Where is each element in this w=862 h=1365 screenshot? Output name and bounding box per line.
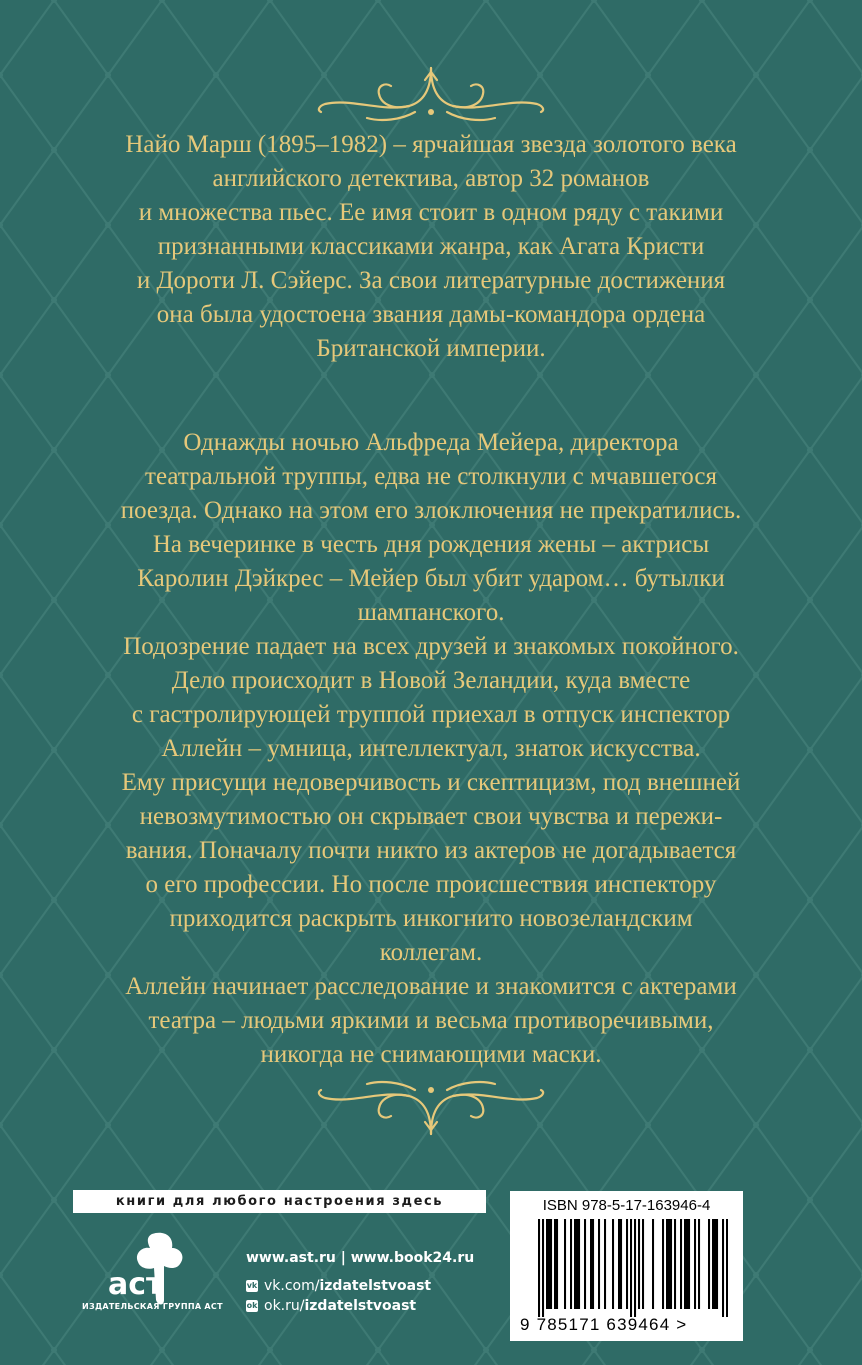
publisher-links xyxy=(246,1248,474,1316)
barcode-bar xyxy=(674,1219,676,1309)
barcode-bar xyxy=(726,1219,728,1317)
barcode-bar xyxy=(618,1219,620,1309)
barcode-bar xyxy=(716,1219,718,1309)
synopsis-line: театра – людьми яркими и весьма противоречивыми, xyxy=(148,1007,714,1034)
bio-line: признанными классиками жанра, как Агата Кристи xyxy=(157,233,705,260)
barcode-bar xyxy=(652,1219,654,1309)
synopsis-line: Дело происходит в Новой Зеландии, куда вместе xyxy=(171,667,691,694)
synopsis-line: невозмутимостью он скрывает свои чувства и пережи- xyxy=(139,803,723,830)
barcode-bar xyxy=(590,1219,592,1309)
barcode-bar xyxy=(564,1219,566,1309)
synopsis-line: Каролин Дэйкрес – Мейер был убит ударом… бутылки xyxy=(137,565,725,592)
ok-prefix: ok.ru/ xyxy=(264,1298,305,1314)
barcode-bar xyxy=(604,1219,606,1309)
synopsis-line: театральной труппы, едва не столкнули с мчавшегося xyxy=(145,463,717,490)
synopsis-line: о его профессии. Но после происшествия инспектору xyxy=(145,871,717,898)
barcode-bar xyxy=(642,1219,644,1309)
barcode-bar xyxy=(712,1219,714,1309)
isbn-label: ISBN 978-5-17-163946-4 xyxy=(542,1197,711,1214)
barcode-bar xyxy=(714,1219,716,1309)
isbn-barcode-panel xyxy=(510,1191,743,1341)
barcode-bar xyxy=(556,1219,558,1309)
barcode-bars xyxy=(538,1219,728,1317)
barcode-bar xyxy=(666,1219,668,1309)
bio-line: Найо Марш (1895–1982) – ярчайшая звезда золотого века xyxy=(125,131,737,158)
synopsis-line: На вечеринке в честь дня рождения жены – актрисы xyxy=(152,531,710,558)
barcode-bar xyxy=(612,1219,614,1309)
barcode-bar xyxy=(574,1219,576,1309)
bio-line: английского детектива, автор 32 романов xyxy=(212,165,650,192)
barcode-bar xyxy=(576,1219,578,1309)
barcode-bar xyxy=(578,1219,580,1309)
tagline-banner: книги для любого настроения здесь xyxy=(73,1190,486,1213)
ok-handle: izdatelstvoast xyxy=(304,1298,417,1314)
barcode-bar xyxy=(688,1219,690,1309)
ok-link[interactable] xyxy=(246,1296,474,1316)
bottom-ornament-flourish xyxy=(311,1072,551,1142)
synopsis-line: Аллейн начинает расследование и знакомится с актерами xyxy=(125,973,737,1000)
logo-text: аст xyxy=(108,1267,164,1302)
barcode-bar xyxy=(592,1219,594,1309)
synopsis-line: приходится раскрыть инкогнито новозеландским xyxy=(169,905,693,932)
barcode-bar xyxy=(542,1219,544,1317)
author-bio xyxy=(60,128,802,366)
synopsis-line: вания. Поначалу почти никто из актеров не догадывается xyxy=(125,837,737,864)
bio-line: и Дороти Л. Сэйерс. За свои литературные достижения xyxy=(136,267,726,294)
synopsis-line: Подозрение падает на всех друзей и знакомых покойного. xyxy=(123,633,739,660)
barcode-bar xyxy=(722,1219,724,1317)
barcode-bar xyxy=(554,1219,556,1309)
logo-caption: ИЗДАТЕЛЬСКАЯ ГРУППА АСТ xyxy=(82,1302,223,1311)
barcode-bar xyxy=(638,1219,640,1309)
vk-handle: izdatelstvoast xyxy=(319,1278,432,1294)
barcode-bar xyxy=(550,1219,552,1309)
synopsis-line: Ему присущи недоверчивость и скептицизм, под внешней xyxy=(121,769,741,796)
barcode-bar xyxy=(538,1219,540,1317)
barcode-bar xyxy=(570,1219,572,1309)
synopsis-line: шампанского. xyxy=(357,599,505,626)
barcode-bar xyxy=(584,1219,586,1309)
barcode-bar xyxy=(546,1219,548,1309)
synopsis-line: Аллейн – умница, интеллектуал, знаток искусства. xyxy=(161,735,701,762)
barcode-bar xyxy=(548,1219,550,1309)
bio-line: она была удостоена звания дамы-командора ордена xyxy=(156,301,706,328)
bio-line: и множества пьес. Ее имя стоит в одном ряду с такими xyxy=(138,199,724,226)
barcode-bar xyxy=(620,1219,622,1309)
bio-line: Британской империи. xyxy=(316,335,546,362)
synopsis-line: никогда не снимающими маски. xyxy=(260,1041,602,1068)
barcode-bar xyxy=(698,1219,700,1309)
website-links[interactable]: www.ast.ru | www.book24.ru xyxy=(246,1250,475,1266)
barcode-bar xyxy=(680,1219,682,1309)
barcode-bar xyxy=(684,1219,686,1309)
synopsis-line: с гастролирующей труппой приехал в отпуск инспектор xyxy=(131,701,731,728)
barcode-bar xyxy=(634,1219,636,1317)
synopsis-line: Однажды ночью Альфреда Мейера, директора xyxy=(183,429,679,456)
barcode-bar xyxy=(708,1219,710,1309)
barcode-bar xyxy=(670,1219,672,1309)
vk-icon: vk xyxy=(246,1281,258,1290)
barcode-bar xyxy=(598,1219,600,1309)
vk-link[interactable] xyxy=(246,1276,474,1296)
barcode-bar xyxy=(694,1219,696,1309)
barcode-bar xyxy=(626,1219,628,1309)
top-ornament-flourish xyxy=(311,60,551,130)
barcode-bar xyxy=(668,1219,670,1309)
vk-prefix: vk.com/ xyxy=(264,1278,320,1294)
odnoklassniki-icon: ok xyxy=(246,1301,258,1310)
synopsis-line: коллегам. xyxy=(379,939,483,966)
barcode-bar xyxy=(686,1219,688,1309)
book-synopsis xyxy=(60,426,802,1072)
barcode-bar xyxy=(630,1219,632,1317)
synopsis-line: поезда. Однако на этом его злоключения не прекратились. xyxy=(120,497,742,524)
isbn-digits: 9 785171 639464 > xyxy=(520,1315,688,1334)
barcode-bar xyxy=(662,1219,664,1309)
